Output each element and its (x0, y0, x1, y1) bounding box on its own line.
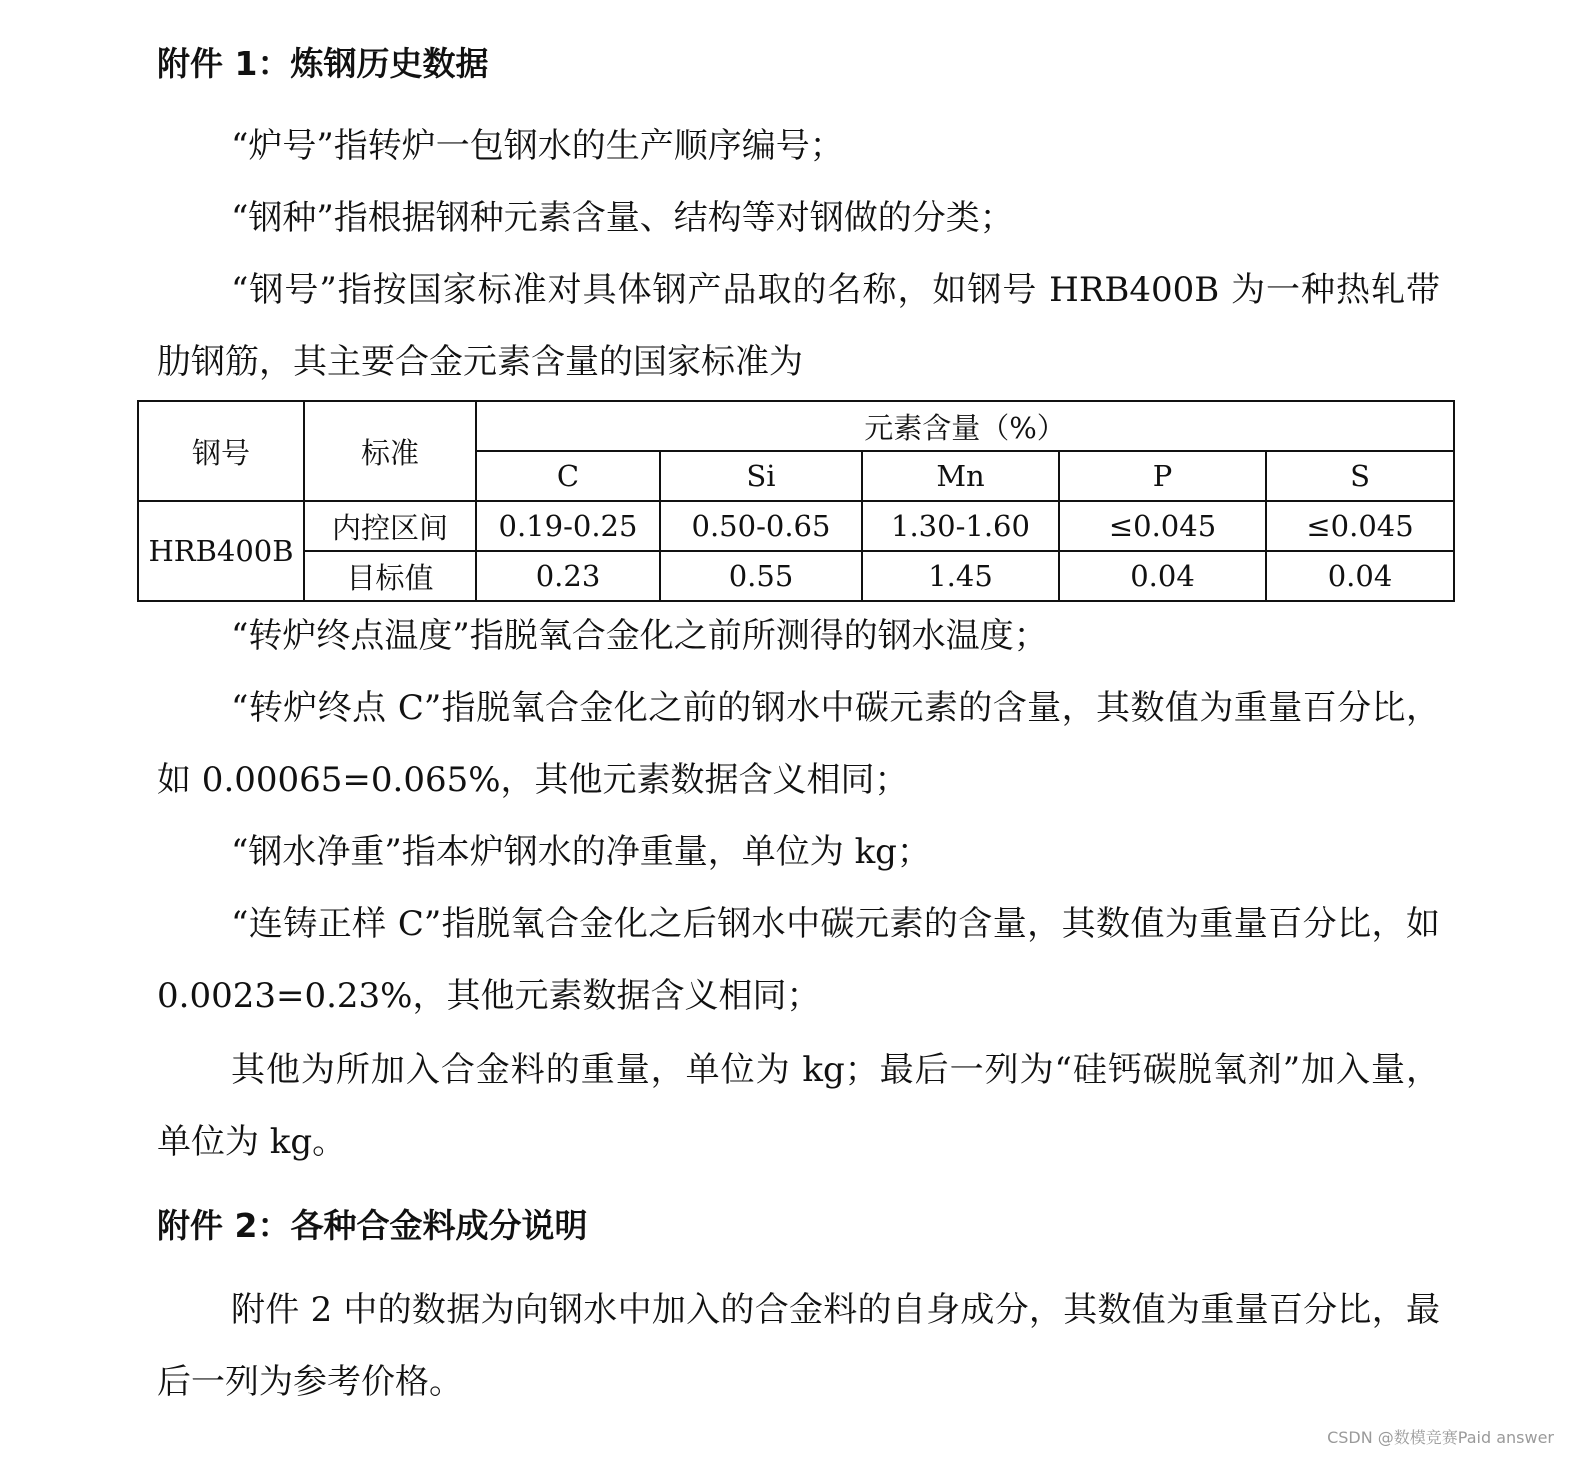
paragraph-steel-grade: “钢号”指按国家标准对具体钢产品取的名称，如钢号 HRB400B 为一种热轧带肋钢筋，其主要合金元素含量的国家标准为 (157, 270, 1440, 382)
attachment1-heading: 附件 1：炼钢历史数据 (157, 44, 489, 83)
paragraph-casting-carbon: “连铸正样 C”指脱氧合金化之后钢水中碳元素的含量，其数值为重量百分比，如 0.0023=0.23%，其他元素数据含义相同； (157, 904, 1440, 1016)
table-row (138, 501, 1454, 551)
header-element-si: Si (660, 451, 862, 501)
paragraph-end-carbon: “转炉终点 C”指脱氧合金化之前的钢水中碳元素的含量，其数值为重量百分比，如 0.00065=0.065%，其他元素数据含义相同； (157, 688, 1440, 800)
attachment2-heading: 附件 2：各种合金料成分说明 (157, 1206, 588, 1245)
cell-value: 0.04 (1266, 551, 1454, 601)
cell-value: 0.19-0.25 (476, 501, 660, 551)
paragraph-steel-type: “钢种”指根据钢种元素含量、结构等对钢做的分类； (231, 198, 1014, 238)
cell-steel-grade: HRB400B (138, 501, 304, 601)
cell-value: ≤0.045 (1266, 501, 1454, 551)
cell-row-label: 内控区间 (304, 501, 476, 551)
paragraph-end-temperature: “转炉终点温度”指脱氧合金化之前所测得的钢水温度； (231, 616, 1048, 656)
header-steel-grade: 钢号 (138, 401, 304, 501)
paragraph-alloy-weight: 其他为所加入合金料的重量，单位为 kg；最后一列为“硅钙碳脱氧剂”加入量，单位为 kg。 (157, 1050, 1440, 1162)
header-element-c: C (476, 451, 660, 501)
cell-value: 1.45 (862, 551, 1059, 601)
paragraph-furnace-no: “炉号”指转炉一包钢水的生产顺序编号； (231, 126, 844, 166)
header-element-content: 元素含量（%） (476, 401, 1454, 451)
cell-value: 0.04 (1059, 551, 1266, 601)
cell-value: 0.23 (476, 551, 660, 601)
standard-table (137, 400, 1455, 602)
header-element-p: P (1059, 451, 1266, 501)
header-element-mn: Mn (862, 451, 1059, 501)
header-standard: 标准 (304, 401, 476, 501)
cell-value: 0.55 (660, 551, 862, 601)
paragraph-net-weight: “钢水净重”指本炉钢水的净重量，单位为 kg； (231, 832, 931, 872)
paragraph-alloy-composition: 附件 2 中的数据为向钢水中加入的合金料的自身成分，其数值为重量百分比，最后一列为参考价格。 (157, 1290, 1440, 1402)
watermark: CSDN @数模竞赛Paid answer (1327, 1428, 1554, 1447)
cell-value: 0.50-0.65 (660, 501, 862, 551)
cell-row-label: 目标值 (304, 551, 476, 601)
table-row (138, 551, 1454, 601)
header-element-s: S (1266, 451, 1454, 501)
cell-value: ≤0.045 (1059, 501, 1266, 551)
cell-value: 1.30-1.60 (862, 501, 1059, 551)
